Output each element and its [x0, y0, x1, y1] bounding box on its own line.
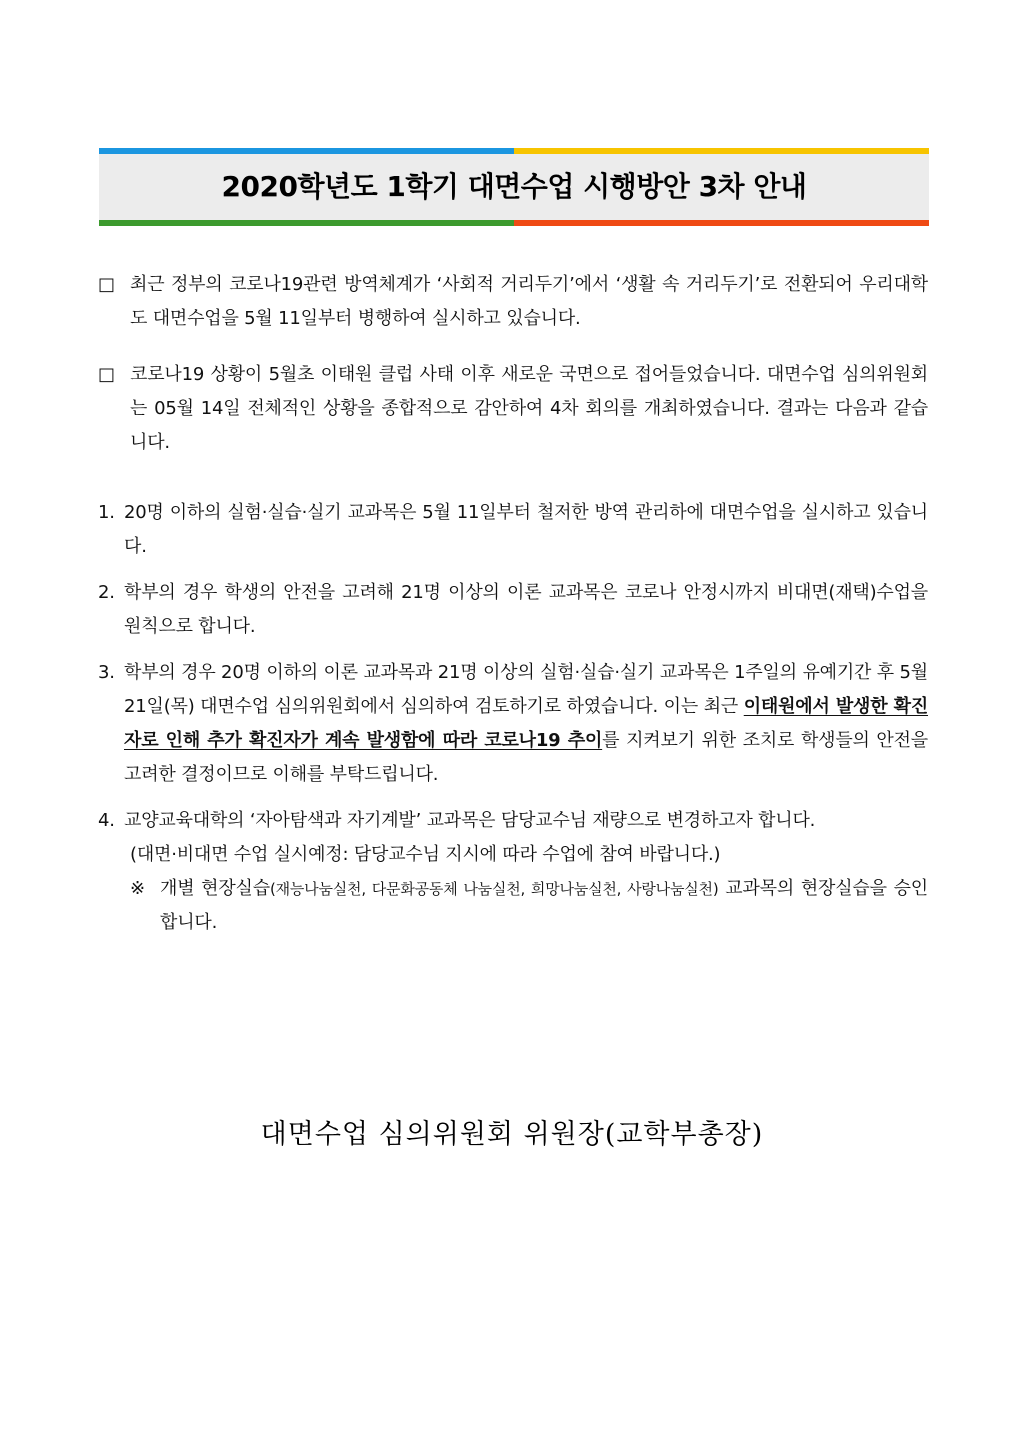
item-number: 1.: [98, 502, 115, 523]
title-bar-bottom-left: [99, 220, 514, 226]
bullet-text: 최근 정부의 코로나19관련 방역체계가 ‘사회적 거리두기’에서 ‘생활 속 거리두기’로 전환되어 우리대학도 대면수업을 5월 11일부터 병행하여 실시하고 있습니다.: [130, 274, 928, 329]
square-bullet-icon: □: [98, 364, 115, 385]
bullet-text: 코로나19 상황이 5월초 이태원 클럽 사태 이후 새로운 국면으로 접어들었습니다. 대면수업 심의위원회는 05월 14일 전체적인 상황을 종합적으로 감안하여 4차 회의를 개최하였습니다. 결과는 다음과 같습니다.: [130, 364, 928, 453]
reference-mark-icon: ※: [130, 878, 145, 899]
item-number: 3.: [98, 662, 115, 683]
item-number: 2.: [98, 582, 115, 603]
note-text-start: 개별 현장실습: [160, 878, 270, 899]
bullet-item: [98, 268, 928, 336]
signature: 대면수업 심의위원회 위원장(교학부총장): [260, 1119, 764, 1150]
square-bullet-icon: □: [98, 274, 115, 295]
numbered-list: [98, 496, 928, 940]
title-bar-bottom-right: [514, 220, 929, 226]
item-subtext: (대면·비대면 수업 실시예정: 담당교수님 지시에 따라 수업에 참여 바랍니다.): [130, 844, 721, 865]
note-small-text: (재능나눔실천, 다문화공동체 나눔실천, 희망나눔실천, 사랑나눔실천): [269, 880, 719, 898]
bullet-item: [98, 358, 928, 460]
item-text: [124, 656, 928, 792]
note: [124, 872, 928, 940]
page-title: 2020학년도 1학기 대면수업 시행방안 3차 안내: [221, 170, 807, 203]
item-text: 교양교육대학의 ‘자아탐색과 자기계발’ 교과목은 담당교수님 재량으로 변경하고자 합니다.: [124, 810, 816, 831]
note-text: [160, 872, 928, 940]
item-number: 4.: [98, 810, 115, 831]
list-item: [98, 496, 928, 564]
list-item: [98, 576, 928, 644]
item-text: 20명 이하의 실험·실습·실기 교과목은 5월 11일부터 철저한 방역 관리하에 대면수업을 실시하고 있습니다.: [124, 502, 928, 557]
item-text-start: 학부의 경우 20명 이하의 이론 교과목과 21명 이상의 실험·실습·실기 교과목은 1주일의 유예기간 후 5월 21일(목) 대면수업 심의위원회에서 심의하여 검토하기로 하였습니다. 이는 최근: [124, 662, 928, 717]
list-item: [98, 656, 928, 792]
note-text-end: 교과목의 현장실습을 승인합니다.: [160, 878, 928, 933]
item-text-end: 를 지켜보기 위한 조치로 학생들의 안전을 고려한 결정이므로 이해를 부탁드립니다.: [124, 730, 928, 785]
emphasized-text: 이태원에서 발생한 확진자로 인해 추가 확진자가 계속 발생함에 따라 코로나19 추이: [124, 696, 929, 751]
list-item: [98, 804, 928, 940]
item-text-block: [124, 804, 928, 940]
item-text: 학부의 경우 학생의 안전을 고려해 21명 이상의 이론 교과목은 코로나 안정시까지 비대면(재택)수업을 원칙으로 합니다.: [124, 582, 928, 637]
notice-body: [98, 268, 928, 940]
title-banner: [99, 148, 929, 226]
